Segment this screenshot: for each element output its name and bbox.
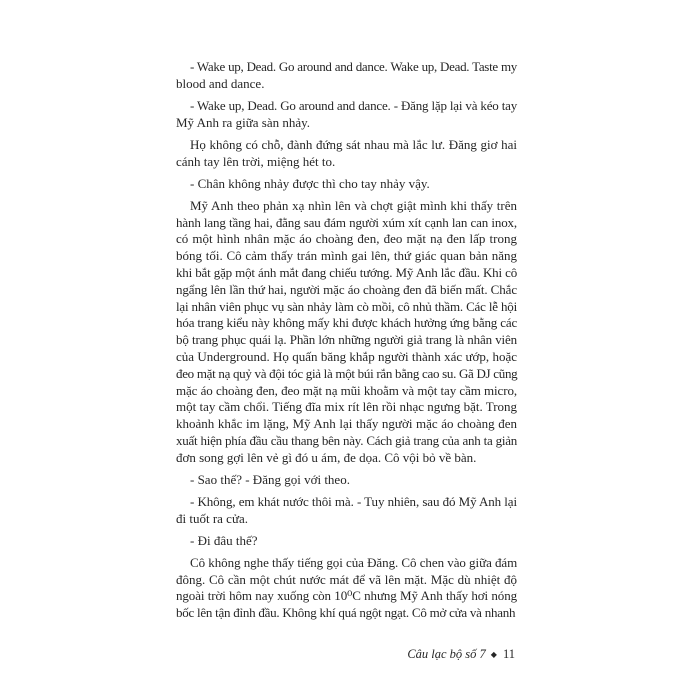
text-line: bóng tối. Cô cảm thấy trán mình gai lên, thứ giác quan bản năng	[176, 248, 517, 264]
paragraph	[176, 176, 517, 193]
text-line: đeo mặt nạ quỷ và đội tóc giả là một búi rắn bằng cao su. Gã DJ cũng	[176, 365, 518, 381]
text-line: xuất hiện phía đầu cầu thang bên này. Cách giả trang của anh ta giản	[176, 432, 517, 448]
text-line: của Underground. Họ quấn băng khắp người thành xác ướp, hoặc	[176, 348, 517, 364]
text-line: blood and dance.	[176, 75, 265, 91]
text-line: ngẩng lên lần thứ hai, người mặc áo choàng đen đã biến mất. Chắc	[176, 281, 517, 297]
text-line: Họ không có chỗ, đành đứng sát nhau mà lắc lư. Đăng giơ hai	[190, 136, 517, 152]
paragraph	[176, 472, 517, 489]
text-line: - Đi đâu thế?	[190, 532, 258, 548]
text-line: bốc lên tận đỉnh đầu. Không khí quá ngột ngạt. Cô mở cửa và nhanh	[176, 605, 516, 621]
diamond-icon: ◆	[490, 650, 497, 659]
text-line: cánh tay lên trời, miệng hét to.	[176, 153, 336, 169]
running-title: Câu lạc bộ số 7	[407, 647, 486, 661]
text-line: bộ trang phục quái lạ. Phần lớn những người giả trang là nhân viên	[176, 332, 517, 348]
text-line: hành lang tầng hai, đằng sau đám người xúm xít cạnh lan can inox,	[176, 214, 517, 230]
page-number: 11	[502, 647, 515, 661]
text-line: đông. Cô cần một chút nước mát để vã lên mặt. Mặc dù nhiệt độ	[176, 571, 517, 587]
text-line: một tay cầm chổi. Tiếng đĩa mix rít lên rồi nhạc ngưng bặt. Trong	[176, 399, 518, 415]
paragraph	[176, 59, 517, 93]
text-line: hóa trang kiểu này không mấy khi được khách hưởng ứng bằng các	[176, 315, 518, 331]
paragraph	[176, 198, 517, 467]
text-line: mặc áo choàng đen, đeo mặt nạ mũi khoằm và một tay cầm micro,	[176, 382, 517, 398]
text-line: đơn song gợi lên vẻ gì đó u ám, đe dọa. Cô vội bỏ về bàn.	[176, 449, 477, 465]
paragraph	[176, 137, 517, 171]
text-line: có một hình nhân mặc áo choàng đen, đeo mặt nạ đen lấp trong	[176, 231, 517, 247]
text-line: Cô không nghe thấy tiếng gọi của Đăng. Cô chen vào giữa đám	[190, 554, 518, 570]
text-line: đi tuốt ra cửa.	[176, 510, 249, 526]
text-line: - Không, em khát nước thôi mà. - Tuy nhiên, sau đó Mỹ Anh lại	[190, 493, 517, 509]
text-line: - Chân không nhảy được thì cho tay nhảy vậy.	[190, 175, 430, 191]
text-line: - Wake up, Dead. Go around and dance. Wake up, Dead. Taste my	[190, 59, 517, 74]
paragraph	[176, 555, 517, 622]
paragraph	[176, 98, 517, 132]
text-line: Mỹ Anh theo phản xạ nhìn lên và chợt giật mình khi thấy trên	[190, 197, 517, 213]
page-footer	[407, 647, 515, 662]
text-line: - Wake up, Dead. Go around and dance. - Đăng lặp lại và kéo tay	[190, 97, 517, 113]
paragraph	[176, 494, 517, 528]
text-line: lại nhân viên phục vụ sàn nhảy làm cò mồi, cô nhủ thầm. Các lễ hội	[176, 298, 517, 314]
text-line: khi bắt gặp một ánh mắt đang chiếu tướng. Mỹ Anh lắc đầu. Khi cô	[176, 264, 517, 280]
text-line: ngoài trời hôm nay xuống còn 10⁰C nhưng Mỹ Anh thấy hơi nóng	[176, 588, 517, 604]
text-line: khoảnh khắc im lặng, Mỹ Anh lại thấy người mặc áo choàng đen	[176, 416, 517, 432]
body-text	[176, 59, 517, 627]
text-line: - Sao thế? - Đăng gọi với theo.	[190, 471, 350, 487]
text-line: Mỹ Anh ra giữa sàn nhảy.	[176, 114, 311, 130]
paragraph	[176, 533, 517, 550]
